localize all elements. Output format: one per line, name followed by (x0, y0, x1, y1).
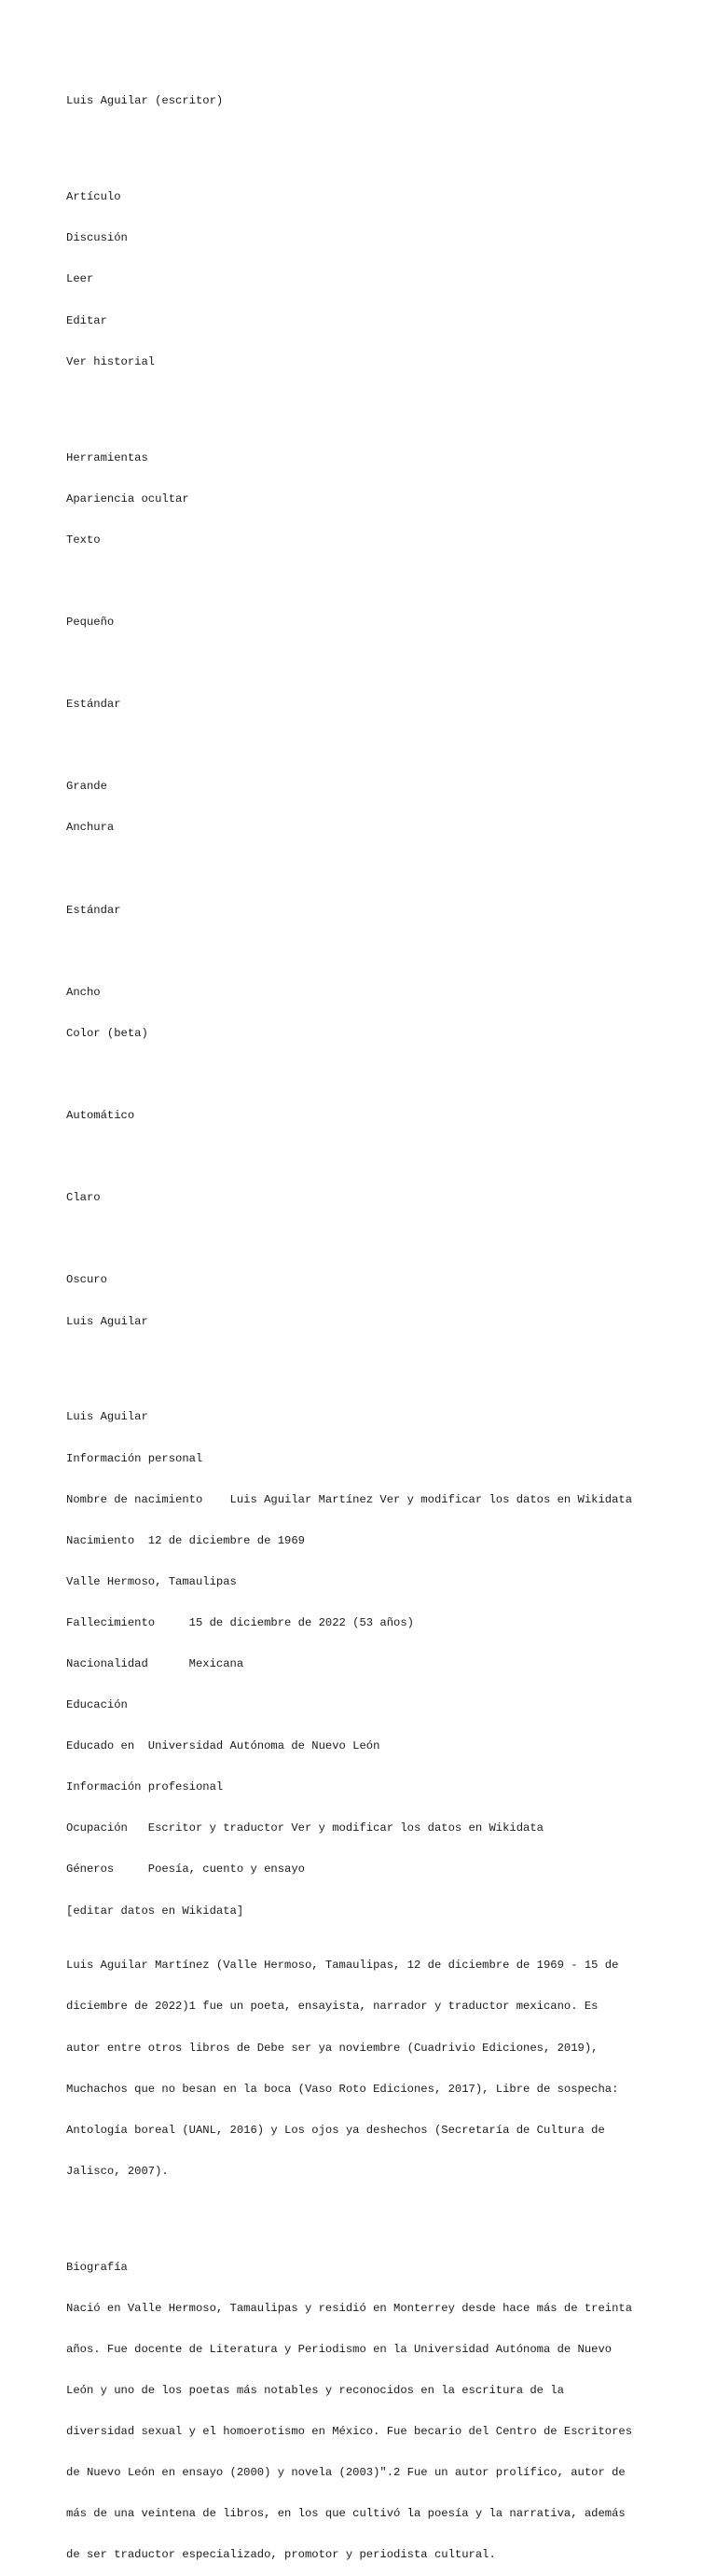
biography-line: Nació en Valle Hermoso, Tamaulipas y residió en Monterrey desde hace más de treinta (66, 2301, 633, 2315)
blank-line (66, 136, 672, 150)
document-body (66, 67, 672, 2576)
width-heading: Anchura (66, 821, 115, 835)
blank-line (66, 396, 672, 410)
blank-line (66, 575, 672, 589)
blank-line (66, 739, 672, 753)
infobox-section-professional: Información profesional (66, 1780, 224, 1794)
infobox-birth-name: Nombre de nacimiento Luis Aguilar Martínez Ver y modificar los datos en Wikidata (66, 1492, 633, 1506)
intro-line: diciembre de 2022)1 fue un poeta, ensayista, narrador y traductor mexicano. Es (66, 2000, 599, 2014)
infobox-genres: Géneros Poesía, cuento y ensayo (66, 1863, 305, 1877)
color-heading: Color (beta) (66, 1026, 148, 1040)
tab-ver-historial[interactable]: Ver historial (66, 354, 156, 368)
blank-line (66, 2206, 672, 2220)
infobox-section-personal: Información personal (66, 1451, 203, 1465)
tab-articulo[interactable]: Artículo (66, 190, 121, 204)
biography-line: de Nuevo León en ensayo (2000) y novela (2003)".2 Fue un autor prolífico, autor de (66, 2466, 626, 2480)
infobox-name: Luis Aguilar (66, 1410, 148, 1424)
infobox-section-education: Educación (66, 1698, 128, 1712)
intro-line: Antología boreal (UANL, 2016) y Los ojos ya deshechos (Secretaría de Cultura de (66, 2123, 605, 2137)
infobox-death: Fallecimiento 15 de diciembre de 2022 (53 años) (66, 1615, 414, 1629)
blank-line (66, 1068, 672, 1082)
appearance-toggle[interactable]: Apariencia ocultar (66, 492, 189, 506)
color-dark-option[interactable]: Oscuro (66, 1273, 107, 1287)
tab-leer[interactable]: Leer (66, 272, 94, 286)
color-auto-option[interactable]: Automático (66, 1109, 135, 1123)
color-light-option[interactable]: Claro (66, 1191, 101, 1205)
intro-line: autor entre otros libros de Debe ser ya noviembre (Cuadrivio Ediciones, 2019), (66, 2041, 599, 2055)
intro-line: Muchachos que no besan en la boca (Vaso Roto Ediciones, 2017), Libre de sospecha: (66, 2082, 619, 2096)
blank-line (66, 1232, 672, 1246)
intro-line: Jalisco, 2007). (66, 2164, 169, 2178)
biography-line: más de una veintena de libros, en los que cultivó la poesía y la narrativa, además (66, 2507, 626, 2521)
text-size-standard-option[interactable]: Estándar (66, 698, 121, 712)
infobox-birth-date: Nacimiento 12 de diciembre de 1969 (66, 1533, 305, 1547)
biography-line: León y uno de los poetas más notables y reconocidos en la escritura de la (66, 2383, 564, 2397)
width-wide-option[interactable]: Ancho (66, 985, 101, 999)
page-title: Luis Aguilar (escritor) (66, 94, 224, 108)
tab-editar[interactable]: Editar (66, 313, 107, 327)
image-caption: Luis Aguilar (66, 1314, 148, 1328)
biography-line: diversidad sexual y el homoerotismo en México. Fue becario del Centro de Escritores (66, 2425, 633, 2439)
infobox-educated-at: Educado en Universidad Autónoma de Nuevo León (66, 1739, 380, 1753)
text-size-heading: Texto (66, 533, 101, 547)
blank-line (66, 863, 672, 877)
intro-line: Luis Aguilar Martínez (Valle Hermoso, Tamaulipas, 12 de diciembre de 1969 - 15 de (66, 1959, 619, 1973)
blank-line (66, 657, 672, 671)
infobox-nationality: Nacionalidad Mexicana (66, 1656, 244, 1670)
blank-line (66, 1150, 672, 1164)
infobox-birth-place[interactable]: Valle Hermoso, Tamaulipas (66, 1574, 237, 1588)
biography-line: años. Fue docente de Literatura y Periodismo en la Universidad Autónoma de Nuevo (66, 2342, 613, 2356)
text-size-large-option[interactable]: Grande (66, 780, 107, 794)
tools-menu[interactable]: Herramientas (66, 450, 148, 464)
text-size-small-option[interactable]: Pequeño (66, 615, 115, 629)
width-standard-option[interactable]: Estándar (66, 903, 121, 917)
infobox-occupation: Ocupación Escritor y traductor Ver y modificar los datos en Wikidata (66, 1821, 544, 1835)
edit-wikidata-link[interactable]: [editar datos en Wikidata] (66, 1904, 244, 1918)
section-heading-biografia: Biografía (66, 2260, 128, 2274)
biography-line: de ser traductor especializado, promotor y periodista cultural. (66, 2548, 496, 2562)
tab-discusion[interactable]: Discusión (66, 231, 128, 245)
blank-line (66, 1356, 672, 1370)
blank-line (66, 945, 672, 959)
